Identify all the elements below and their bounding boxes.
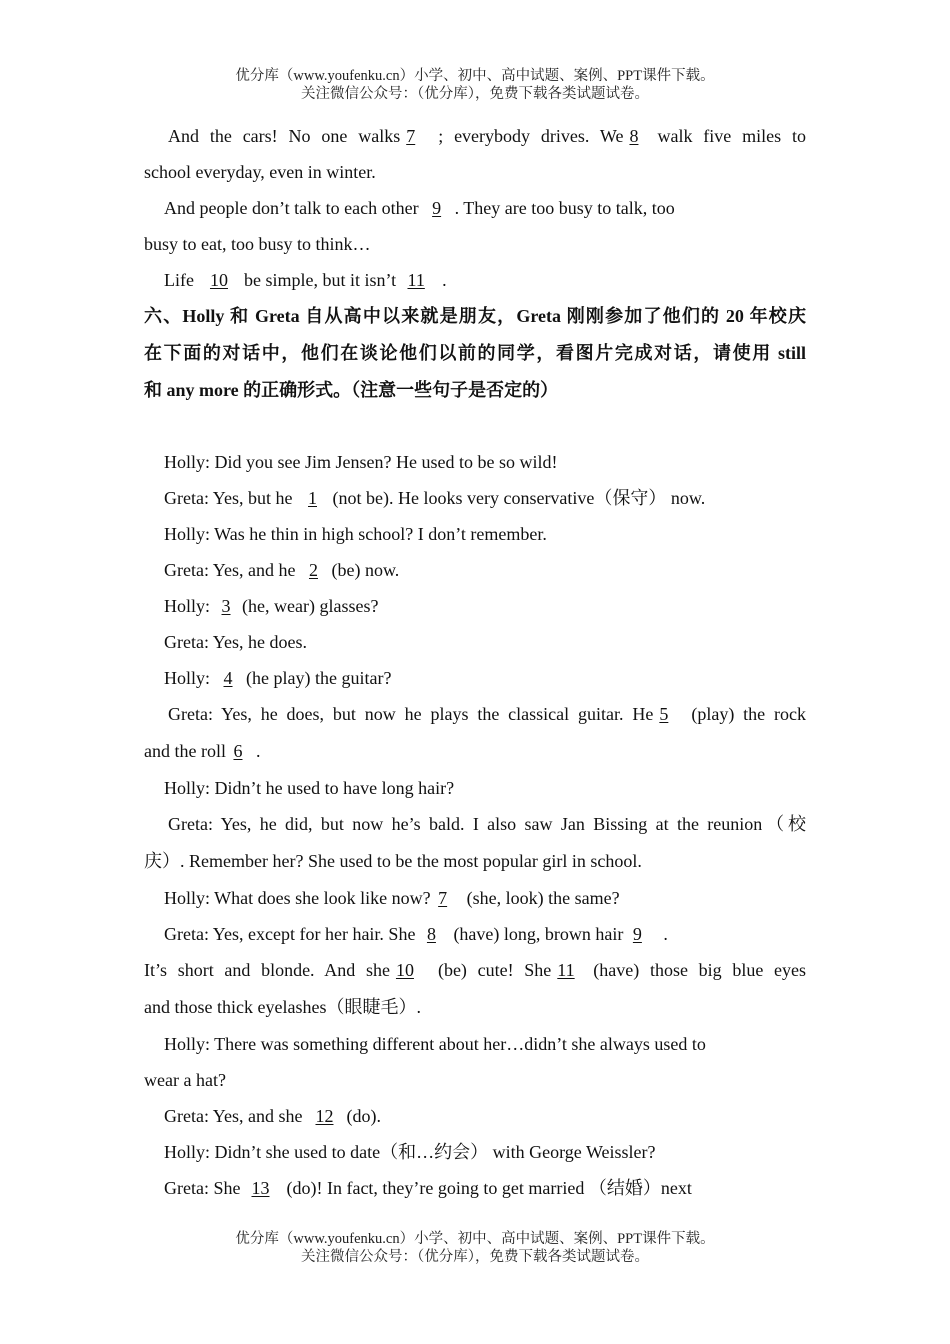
dialogue-line-8: Greta: Yes, he does, but now he plays the classical guitar. He5(play) the rock	[144, 696, 806, 733]
blank-7[interactable]: 7	[406, 126, 416, 146]
dialogue-line-13: Holly: What does she look like now?7(she, look) the same?	[144, 880, 806, 916]
dialogue-line-16: and those thick eyelashes（眼睫毛）.	[144, 997, 421, 1017]
dialogue-line-20: Holly: Didn’t she used to date（和…约会） with George Weissler?	[164, 1142, 656, 1162]
page-body	[144, 118, 806, 1206]
dialogue-line-10: Holly: Didn’t he used to have long hair?	[164, 778, 455, 798]
dialogue-blank-10[interactable]: 10	[395, 960, 414, 980]
dialogue-line-4: Greta: Yes, and he2(be) now.	[144, 552, 806, 588]
header-line-2: 关注微信公众号：（优分库），免费下载各类试题试卷。	[301, 86, 649, 102]
passage-line-1: And the cars! No one walks7; everybody drives. We8walk five miles to	[144, 118, 806, 154]
section-6-line-1: 六、Holly 和 Greta 自从高中以来就是朋友，Greta 刚刚参加了他们的 20 年校庆	[144, 306, 806, 326]
dialogue-line-12: 庆）. Remember her? She used to be the most popular girl in school.	[144, 851, 642, 871]
dialogue-line-5: Holly:3(he, wear) glasses?	[144, 588, 806, 624]
dialogue-blank-5[interactable]: 5	[659, 704, 669, 724]
dialogue-line-11: Greta: Yes, he did, but now he’s bald. I also saw Jan Bissing at the reunion（校	[168, 814, 806, 834]
dialogue-line-18: wear a hat?	[144, 1070, 226, 1090]
blank-8[interactable]: 8	[629, 126, 639, 146]
passage-line-4: busy to eat, too busy to think…	[144, 234, 371, 254]
footer-line-2: 关注微信公众号：（优分库），免费下载各类试题试卷。	[301, 1249, 649, 1265]
blank-10[interactable]: 10	[209, 270, 228, 290]
section-6-line-2: 在下面的对话中，他们在谈论他们以前的同学，看图片完成对话，请使用 still	[144, 343, 806, 363]
dialogue-blank-7[interactable]: 7	[438, 888, 448, 908]
dialogue-line-2: Greta: Yes, but he1(not be). He looks very conservative（保守） now.	[144, 480, 806, 516]
passage-line-2: school everyday, even in winter.	[144, 162, 376, 182]
dialogue-blank-11[interactable]: 11	[557, 960, 575, 980]
footer-line-1: 优分库（www.youfenku.cn）小学、初中、高中试题、案例、PPT课件下载。	[235, 1231, 715, 1247]
dialogue-blank-2[interactable]: 2	[308, 560, 318, 580]
dialogue-line-21: Greta: She13(do)! In fact, they’re going to get married （结婚）next	[144, 1170, 806, 1206]
blank-11[interactable]: 11	[407, 270, 425, 290]
dialogue-blank-1[interactable]: 1	[308, 488, 317, 508]
dialogue-blank-4[interactable]: 4	[223, 668, 233, 688]
section-6-line-3: 和 any more 的正确形式。（注意一些句子是否定的）	[144, 380, 559, 400]
passage-line-5: Life10be simple, but it isn’t11.	[144, 262, 806, 298]
dialogue-line-7: Holly:4(he play) the guitar?	[144, 660, 806, 696]
dialogue-line-14: Greta: Yes, except for her hair. She8(have) long, brown hair9.	[144, 916, 806, 952]
blank-9[interactable]: 9	[432, 198, 442, 218]
dialogue-blank-12[interactable]: 12	[315, 1106, 334, 1126]
dialogue-blank-13[interactable]: 13	[251, 1178, 270, 1198]
page-footer	[0, 1230, 950, 1266]
dialogue-line-15: It’s short and blonde. And she10(be) cute! She11(have) those big blue eyes	[144, 952, 806, 989]
dialogue-line-3: Holly: Was he thin in high school? I don’t remember.	[164, 524, 547, 544]
dialogue-blank-3[interactable]: 3	[221, 596, 231, 616]
passage-line-3: And people don’t talk to each other9. They are too busy to talk, too	[144, 190, 806, 226]
dialogue-line-19: Greta: Yes, and she12(do).	[144, 1098, 806, 1134]
page-header	[0, 67, 950, 103]
dialogue-blank-8[interactable]: 8	[426, 924, 436, 944]
dialogue-line-9: and the roll6.	[144, 733, 806, 770]
dialogue-blank-6[interactable]: 6	[233, 741, 243, 761]
dialogue-line-6: Greta: Yes, he does.	[164, 632, 307, 652]
dialogue-line-1: Holly: Did you see Jim Jensen? He used to be so wild!	[164, 452, 558, 472]
header-line-1: 优分库（www.youfenku.cn）小学、初中、高中试题、案例、PPT课件下载。	[235, 68, 715, 84]
dialogue-blank-9[interactable]: 9	[632, 924, 642, 944]
dialogue-line-17: Holly: There was something different about her…didn’t she always used to	[164, 1034, 706, 1054]
